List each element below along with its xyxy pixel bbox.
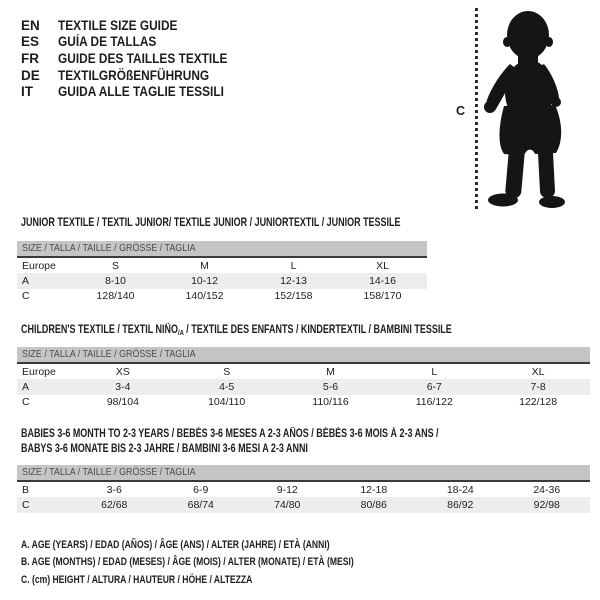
language-code: IT: [21, 84, 33, 100]
language-code: DE: [21, 67, 40, 83]
language-title: GUIDE DES TAILLES TEXTILE: [58, 50, 228, 66]
size-cell: 74/80: [274, 498, 301, 511]
size-cell: 86/92: [447, 498, 474, 511]
size-cell: 158/170: [363, 290, 402, 303]
row-label: B: [22, 483, 30, 496]
size-cell: 80/86: [360, 498, 387, 511]
size-cell: 9-12: [276, 483, 298, 496]
language-row: [21, 50, 251, 67]
table-title-line: CHILDREN'S TEXTILE / TEXTIL $NIÑO_{/A}$ / TEXTILE DES ENFANTS / KINDERTEXTIL / BAMBINI TESSILE: [21, 324, 452, 337]
size-cell: 6-9: [193, 483, 209, 496]
size-header-bar: [17, 347, 590, 362]
size-cell: 98/104: [106, 396, 139, 409]
language-row: [21, 34, 251, 51]
row-label: C: [22, 290, 30, 303]
size-cell: 104/110: [208, 396, 246, 409]
table-body: [17, 465, 590, 513]
size-cell: S: [223, 365, 231, 378]
size-cell: 128/140: [96, 290, 135, 303]
row-label: C: [22, 396, 30, 409]
table-title-line: JUNIOR TEXTILE / TEXTIL JUNIOR/ TEXTILE JUNIOR / JUNIORTEXTIL / JUNIOR TESSILE: [21, 217, 401, 229]
size-cell: 4-5: [219, 380, 235, 393]
language-list: [21, 17, 251, 100]
size-cell: 7-8: [530, 380, 546, 393]
language-title: GUIDA ALLE TAGLIE TESSILI: [58, 84, 224, 100]
size-cell: 24-36: [533, 483, 561, 496]
size-cell: 122/128: [519, 396, 558, 409]
size-cell: 62/68: [101, 498, 128, 511]
table-title: [21, 216, 507, 231]
size-header-bar: [17, 465, 590, 480]
table-row: [17, 258, 427, 273]
table-body: [17, 347, 590, 410]
size-cell: 12-13: [280, 274, 307, 287]
language-code: ES: [21, 34, 40, 50]
language-row: [21, 67, 251, 84]
language-title: TEXTILGRÖßENFÜHRUNG: [58, 67, 210, 83]
table-rows: [17, 364, 590, 410]
table-rows: [17, 482, 590, 513]
table-row: [17, 379, 590, 394]
size-header-label: SIZE / TALLA / TAILLE / GRÖSSE / TAGLIA: [22, 242, 196, 254]
footnotes: [21, 536, 448, 589]
footnote: C. (cm) HEIGHT / ALTURA / HAUTEUR / HÖHE / ALTEZZA: [21, 573, 253, 586]
size-cell: 18-24: [446, 483, 474, 496]
size-cell: 10-12: [191, 274, 218, 287]
size-cell: S: [111, 259, 119, 272]
size-cell: 92/98: [533, 498, 560, 511]
table-body: [17, 241, 427, 304]
size-cell: M: [200, 259, 209, 272]
height-measure-label: C: [456, 104, 466, 118]
size-cell: L: [431, 365, 438, 378]
size-cell: M: [326, 365, 335, 378]
table-title: [21, 427, 556, 457]
size-cell: XL: [531, 365, 545, 378]
footnote: A. AGE (YEARS) / EDAD (AÑOS) / ÂGE (ANS) / ALTER (JAHRE) / ETÀ (ANNI): [21, 538, 330, 551]
size-cell: 3-4: [115, 380, 131, 393]
size-cell: XS: [115, 365, 130, 378]
size-cell: 116/122: [415, 396, 453, 409]
language-row: [21, 17, 251, 34]
size-cell: 140/152: [185, 290, 224, 303]
table-title-line: BABIES 3-6 MONTH TO 2-3 YEARS / BEBÉS 3-6 MESES A 2-3 AÑOS / BÉBÉS 3-6 MOIS À 2-3 ANS /: [21, 428, 439, 440]
size-cell: 12-18: [360, 483, 388, 496]
size-cell: 3-6: [106, 483, 122, 496]
size-cell: 152/158: [274, 290, 313, 303]
table-row: [17, 395, 590, 410]
size-header-label: SIZE / TALLA / TAILLE / GRÖSSE / TAGLIA: [22, 466, 196, 478]
size-cell: 14-16: [369, 274, 396, 287]
row-label: Europe: [22, 365, 56, 378]
size-cell: 8-10: [104, 274, 126, 287]
language-title: GUÍA DE TALLAS: [58, 34, 157, 50]
table-row: [17, 273, 427, 288]
size-cell: 5-6: [322, 380, 339, 393]
table-row: [17, 482, 590, 497]
row-label: C: [22, 498, 30, 511]
size-header-bar: [17, 241, 427, 256]
table-row: [17, 364, 590, 379]
table-row: [17, 497, 590, 512]
table-rows: [17, 258, 427, 304]
size-cell: 68/74: [187, 498, 214, 511]
language-code: EN: [21, 17, 40, 33]
size-cell: 110/116: [312, 396, 349, 409]
row-label: A: [22, 274, 30, 287]
size-header-label: SIZE / TALLA / TAILLE / GRÖSSE / TAGLIA: [22, 348, 196, 360]
row-label: A: [22, 380, 30, 393]
language-title: TEXTILE SIZE GUIDE: [58, 17, 178, 33]
table-title: [21, 323, 573, 338]
size-cell: L: [290, 259, 297, 272]
row-label: Europe: [22, 259, 56, 272]
height-measure-dotted-line: [475, 8, 478, 209]
table-title-line: BABYS 3-6 MONATE BIS 2-3 JAHRE / BAMBINI 3-6 MESI A 2-3 ANNI: [21, 443, 308, 455]
size-cell: 6-7: [426, 380, 442, 393]
baby-silhouette-icon: [482, 6, 578, 212]
language-code: FR: [21, 50, 39, 66]
table-row: [17, 289, 427, 304]
size-cell: XL: [376, 259, 389, 272]
language-row: [21, 83, 251, 100]
footnote: B. AGE (MONTHS) / EDAD (MESES) / ÂGE (MOIS) / ALTER (MONATE) / ETÀ (MESI): [21, 556, 354, 569]
